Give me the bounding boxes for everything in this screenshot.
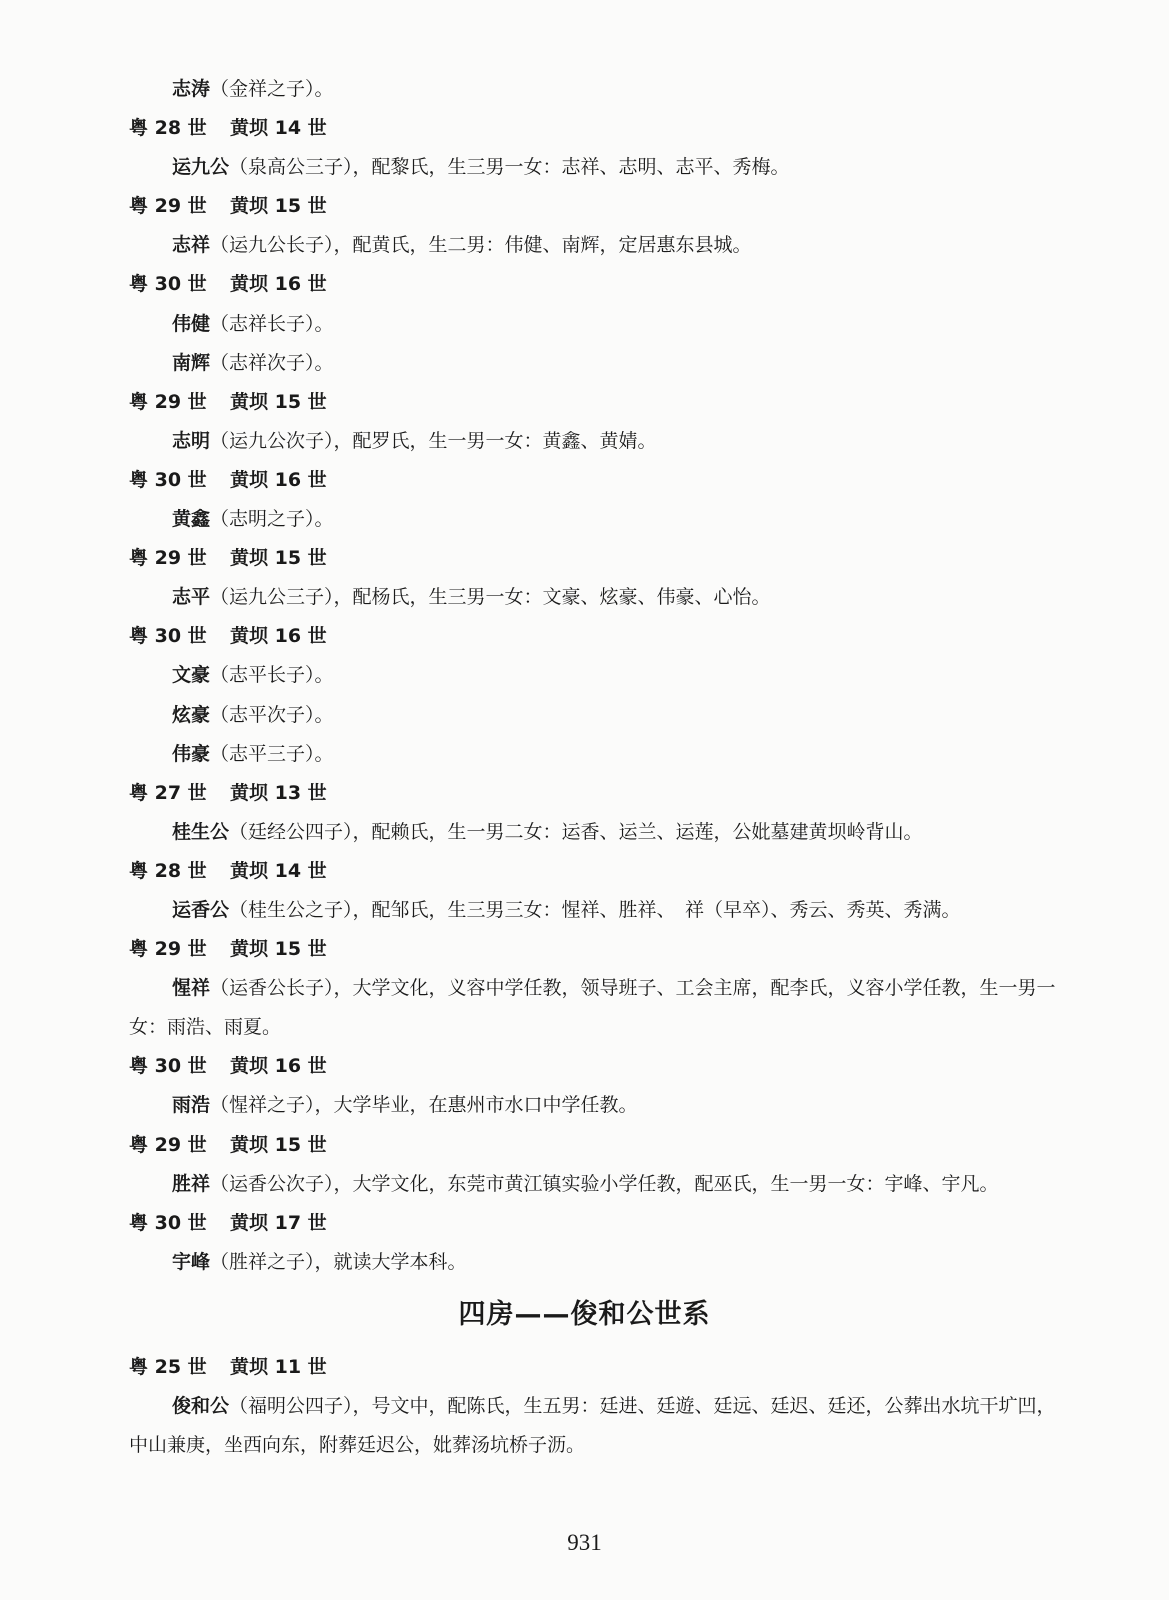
entry-text: （运香公长子），大学文化，义容中学任教，领导班子、工会主席，配李氏，义容小学任教，生一男一女：雨浩、雨夏。 [129,977,1056,1039]
generation-heading [129,383,1169,422]
person-name: 俊和公 [172,1395,230,1417]
generation-yue: 粤 29 世 [129,547,207,570]
entry-text: （福明公四子），号文中，配陈氏，生五男：廷进、廷遊、廷远、廷迟、廷还，公葬出水坑干圹凹，中山兼庚，坐西向东，附葬廷迟公，妣葬汤坑桥子沥。 [129,1395,1056,1457]
person-name: 黄鑫 [172,508,211,531]
generation-huangba: 黄坝 11 世 [230,1355,327,1378]
genealogy-entry [129,70,1064,109]
entry-text: （胜祥之子），就读大学本科。 [210,1250,467,1273]
generation-yue: 粤 27 世 [129,781,207,804]
person-name: 南辉 [172,351,211,374]
genealogy-entry [129,1086,1064,1125]
person-name: 志涛 [172,78,211,100]
person-name: 伟健 [172,312,211,335]
generation-huangba: 黄坝 16 世 [230,1055,327,1078]
genealogy-entry [129,344,1064,383]
genealogy-entry [129,578,1064,617]
generation-heading [129,852,1169,891]
generation-heading [129,930,1169,969]
entry-text: （惺祥之子），大学毕业，在惠州市水口中学任教。 [210,1094,638,1117]
entry-text: （志平长子）。 [210,664,334,687]
generation-yue: 粤 28 世 [129,859,207,882]
entry-text: （金祥之子）。 [210,78,334,100]
generation-yue: 粤 30 世 [129,1211,207,1234]
generation-huangba: 黄坝 16 世 [230,273,327,296]
generation-heading [129,461,1169,500]
genealogy-entry [129,891,1064,930]
generation-heading [129,109,1169,148]
generation-yue: 粤 30 世 [129,468,207,491]
genealogy-entry [129,696,1064,735]
genealogy-entry [129,813,1064,852]
person-name: 惺祥 [172,977,211,1000]
genealogy-entry [129,500,1064,539]
entry-text: （运九公三子），配杨氏，生三男一女：文豪、炫豪、伟豪、心怡。 [210,586,771,609]
generation-huangba: 黄坝 15 世 [230,938,327,961]
entry-text: （运九公次子），配罗氏，生一男一女：黄鑫、黄婧。 [210,429,657,452]
generation-yue: 粤 28 世 [129,117,207,140]
generation-heading [129,1348,1169,1387]
genealogy-entry [129,305,1064,344]
entry-text: （廷经公四子），配赖氏，生一男二女：运香、运兰、运莲，公妣墓建黄坝岭背山。 [229,820,923,843]
entry-text: （运九公长子），配黄氏，生二男：伟健、南辉，定居惠东县城。 [210,234,752,257]
generation-huangba: 黄坝 13 世 [230,781,327,804]
generation-huangba: 黄坝 16 世 [230,468,327,491]
entry-text: （志平三子）。 [210,742,334,765]
generation-yue: 粤 29 世 [129,1133,207,1156]
entry-text: （运香公次子），大学文化，东莞市黄江镇实验小学任教，配巫氏，生一男一女：宇峰、宇凡。 [210,1172,999,1195]
generation-heading [129,774,1169,813]
genealogy-entry [129,148,1064,187]
section-title: 四房——俊和公世系 [458,1298,711,1330]
genealogy-entry [129,735,1064,774]
person-name: 文豪 [172,664,211,687]
generation-huangba: 黄坝 15 世 [230,1133,327,1156]
genealogy-entry [129,1243,1064,1282]
person-name: 胜祥 [172,1172,211,1195]
person-name: 志祥 [172,234,211,257]
generation-yue: 粤 29 世 [129,938,207,961]
genealogy-entry [129,656,1064,695]
generation-huangba: 黄坝 14 世 [230,117,327,140]
entry-text: （志祥长子）。 [210,312,334,335]
generation-heading [129,265,1169,304]
generation-yue: 粤 29 世 [129,390,207,413]
page-number: 931 [567,1530,602,1555]
generation-yue: 粤 30 世 [129,1055,207,1078]
generation-huangba: 黄坝 15 世 [230,547,327,570]
genealogy-entry [129,422,1064,461]
generation-heading [129,1047,1169,1086]
generation-heading [129,617,1169,656]
generation-huangba: 黄坝 17 世 [230,1211,327,1234]
generation-heading [129,1126,1169,1165]
genealogy-entry [129,1387,1064,1465]
entry-text: （泉高公三子），配黎氏，生三男一女：志祥、志明、志平、秀梅。 [229,156,790,179]
genealogy-entry [129,226,1064,265]
genealogy-entry [129,1165,1064,1204]
genealogy-entry [129,969,1064,1047]
generation-heading [129,187,1169,226]
person-name: 宇峰 [172,1250,211,1273]
entry-text: （志明之子）。 [210,508,334,531]
generation-heading [129,1204,1169,1243]
person-name: 炫豪 [172,703,211,726]
generation-huangba: 黄坝 15 世 [230,390,327,413]
generation-huangba: 黄坝 14 世 [230,859,327,882]
person-name: 伟豪 [172,742,211,765]
entry-text: （志祥次子）。 [210,351,334,374]
generation-yue: 粤 29 世 [129,195,207,218]
generation-yue: 粤 25 世 [129,1355,207,1378]
person-name: 运九公 [172,156,230,179]
entry-text: （桂生公之子），配邹氏，生三男三女：惺祥、胜祥、 祥（早卒）、秀云、秀英、秀满。 [229,898,961,921]
generation-yue: 粤 30 世 [129,625,207,648]
person-name: 志明 [172,429,211,452]
person-name: 雨浩 [172,1094,211,1117]
generation-huangba: 黄坝 16 世 [230,625,327,648]
page-content [0,70,1169,1465]
generation-heading [129,539,1169,578]
person-name: 运香公 [172,898,230,921]
generation-huangba: 黄坝 15 世 [230,195,327,218]
generation-yue: 粤 30 世 [129,273,207,296]
person-name: 桂生公 [172,820,230,843]
person-name: 志平 [172,586,211,609]
entry-text: （志平次子）。 [210,703,334,726]
